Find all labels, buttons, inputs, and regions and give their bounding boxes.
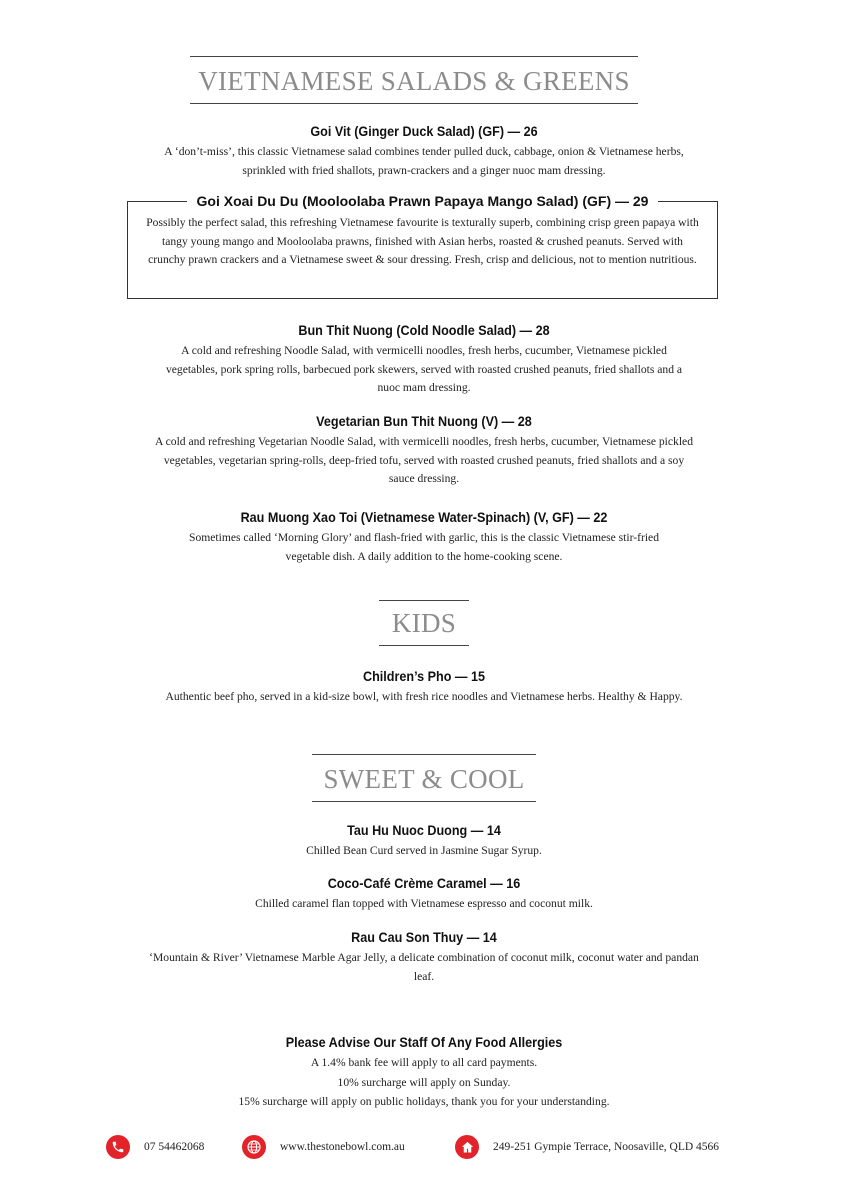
notice-line: A 1.4% bank fee will apply to all card payments.: [310, 1056, 538, 1069]
header-rule-bottom: [379, 645, 469, 646]
allergy-notice: [0, 1032, 848, 1112]
section-header-salads: [190, 56, 638, 104]
menu-item-childrens-pho: [0, 666, 848, 707]
notice-title: Please Advise Our Staff Of Any Food Allergies: [285, 1034, 563, 1050]
item-description: A cold and refreshing Vegetarian Noodle Salad, with vermicelli noodles, fresh herbs, cucumber, Vietnamese pickled vegetables, vegetarian spring-rolls, deep-fried tofu, served with roasted crushed peanuts, fried shallots and a soy sauce dressing.: [155, 435, 693, 485]
item-description: Sometimes called ‘Morning Glory’ and flash-fried with garlic, this is the classic Vietnamese stir-fried vegetable dish. A daily addition to the home-cooking scene.: [189, 531, 659, 563]
item-name: Vegetarian Bun Thit Nuong (V) — 28: [316, 413, 532, 429]
item-description: A cold and refreshing Noodle Salad, with vermicelli noodles, fresh herbs, cucumber, Vietnamese pickled vegetables, pork spring rolls, barbecued pork skewers, served with roasted crushed peanuts, fried shallots and a nuoc mam dressing.: [165, 344, 683, 394]
item-name: Bun Thit Nuong (Cold Noodle Salad) — 28: [298, 322, 550, 338]
menu-item-bun-thit-nuong: [0, 320, 848, 398]
footer-website[interactable]: [242, 1134, 405, 1160]
section-title-sweet: SWEET & COOL: [323, 764, 525, 794]
item-description: Authentic beef pho, served in a kid-size bowl, with fresh rice noodles and Vietnamese herbs. Healthy & Happy.: [165, 690, 683, 703]
footer-address[interactable]: [455, 1134, 719, 1160]
menu-item-vegetarian-bun-thit-nuong: [0, 411, 848, 489]
section-header-kids: [379, 600, 469, 646]
item-name: Rau Cau Son Thuy — 14: [351, 929, 497, 945]
notice-line: 10% surcharge will apply on Sunday.: [337, 1075, 511, 1089]
header-rule-top: [379, 600, 469, 601]
section-title-kids: KIDS: [391, 608, 457, 638]
item-description: Chilled Bean Curd served in Jasmine Sugar Syrup.: [306, 844, 542, 857]
footer-phone[interactable]: [106, 1134, 204, 1160]
item-name: Coco-Café Crème Caramel — 16: [327, 875, 521, 891]
phone-number: 07 54462068: [144, 1141, 205, 1153]
section-title-salads: VIETNAMESE SALADS & GREENS: [198, 66, 630, 96]
item-description: Chilled caramel flan topped with Vietnamese espresso and coconut milk.: [255, 897, 593, 910]
item-description: Possibly the perfect salad, this refreshing Vietnamese favourite is texturally superb, combining crisp green papaya with tangy young mango and Mooloolaba prawns, finished with Asian herbs, roasted & crushed peanuts. Served with crunchy prawn crackers and a Vietnamese sweet & sour dressing. Fresh, crisp and delicious, not to mention nutritious.: [146, 216, 699, 266]
item-description: A ‘don’t-miss’, this classic Vietnamese salad combines tender pulled duck, cabbage, onion & Vietnamese herbs, sprinkled with fried shallots, prawn-crackers and a ginger nuoc mam dressing.: [164, 145, 684, 177]
featured-item-box: [127, 193, 718, 299]
menu-item-rau-cau-son-thuy: [0, 927, 848, 986]
globe-icon: [242, 1135, 266, 1159]
featured-item-title: [128, 191, 717, 211]
item-name: Rau Muong Xao Toi (Vietnamese Water-Spinach) (V, GF) — 22: [240, 509, 608, 525]
header-rule-bottom: [190, 103, 638, 104]
header-rule-bottom: [312, 801, 536, 802]
header-rule-top: [312, 754, 536, 755]
menu-item-tau-hu-nuoc-duong: [0, 820, 848, 861]
menu-item-goi-vit: [0, 121, 848, 180]
notice-line: 15% surcharge will apply on public holidays, thank you for your understanding.: [238, 1095, 610, 1108]
item-name: Children’s Pho — 15: [362, 668, 486, 684]
item-name: Tau Hu Nuoc Duong — 14: [347, 822, 501, 838]
item-name: Goi Xoai Du Du (Mooloolaba Prawn Papaya Mango Salad) (GF) — 29: [187, 191, 659, 211]
address-text: 249-251 Gympie Terrace, Noosaville, QLD 4566: [493, 1141, 720, 1153]
section-header-sweet: [312, 754, 536, 802]
phone-icon: [106, 1135, 130, 1159]
item-name: Goi Vit (Ginger Duck Salad) (GF) — 26: [310, 123, 538, 139]
menu-item-coco-cafe-creme-caramel: [0, 873, 848, 914]
header-rule-top: [190, 56, 638, 57]
menu-item-rau-muong-xao-toi: [0, 507, 848, 566]
home-icon: [455, 1135, 479, 1159]
item-description: ‘Mountain & River’ Vietnamese Marble Agar Jelly, a delicate combination of coconut milk, coconut water and pandan leaf.: [149, 951, 699, 983]
website-link: www.thestonebowl.com.au: [280, 1141, 405, 1153]
